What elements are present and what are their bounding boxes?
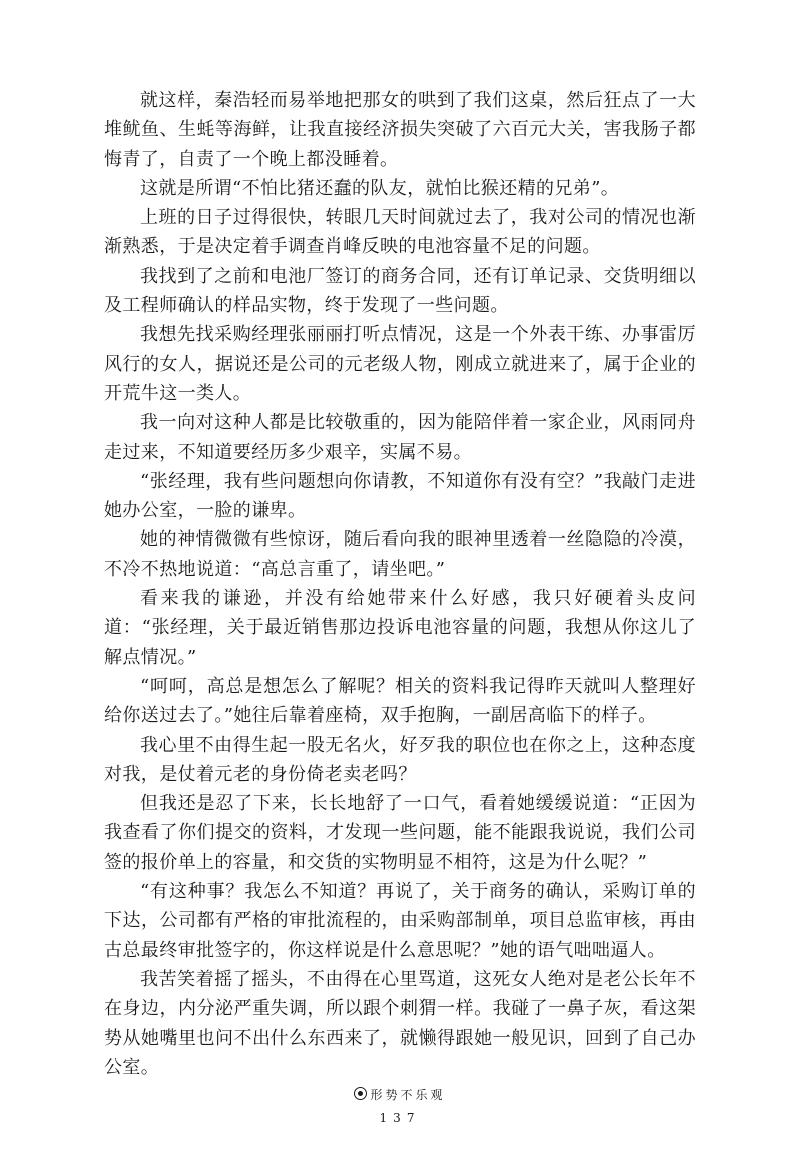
paragraph: 上班的日子过得很快，转眼几天时间就过去了，我对公司的情况也渐渐熟悉，于是决定着手调查肖峰反映的电池容量不足的问题。 [104,207,696,258]
paragraph: 我一向对这种人都是比较敬重的，因为能陪伴着一家企业，风雨同舟走过来，不知道要经历多少艰辛，实属不易。 [104,412,696,463]
paragraph: 我想先找采购经理张丽丽打听点情况，这是一个外表干练、办事雷厉风行的女人，据说还是公司的元老级人物，刚成立就进来了，属于企业的开荒牛这一类人。 [104,324,696,404]
paragraph: “有这种事？我怎么不知道？再说了，关于商务的确认，采购订单的下达，公司都有严格的审批流程的，由采购部制单，项目总监审核，再由古总最终审批签字的，你这样说是什么意思呢？”她的语气咄咄逼人。 [104,881,696,961]
running-footer [0,1087,800,1103]
paragraph: 这就是所谓“不怕比猪还蠢的队友，就怕比猴还精的兄弟”。 [140,177,620,199]
body-text [104,86,696,1082]
ornament-icon [354,1087,367,1100]
paragraph: 我找到了之前和电池厂签订的商务合同，还有订单记录、交货明细以及工程师确认的样品实物，终于发现了一些问题。 [104,265,696,317]
paragraph: 就这样，秦浩轻而易举地把那女的哄到了我们这桌，然后狂点了一大堆鱿鱼、生蚝等海鲜，让我直接经济损失突破了六百元大关，害我肠子都悔青了，自责了一个晚上都没睡着。 [104,90,696,170]
paragraph: 但我还是忍了下来，长长地舒了一口气，看着她缓缓说道：“正因为我查看了你们提交的资料，才发现一些问题，能不能跟我说说，我们公司签的报价单上的容量，和交货的实物明显不相符，这是为什么呢？” [104,793,696,873]
page-number: 137 [379,1111,421,1125]
paragraph: 她的神情微微有些惊讶，随后看向我的眼神里透着一丝隐隐的冷漠，不冷不热地说道：“高总言重了，请坐吧。” [104,529,696,580]
paragraph: “呵呵，高总是想怎么了解呢？相关的资料我记得昨天就叫人整理好给你送过去了。”她往后靠着座椅，双手抱胸，一副居高临下的样子。 [104,675,696,727]
paragraph: 看来我的谦逊，并没有给她带来什么好感，我只好硬着头皮问道：“张经理，关于最近销售那边投诉电池容量的问题，我想从你这儿了解点情况。” [104,588,696,668]
paragraph: “张经理，我有些问题想向你请教，不知道你有没有空？”我敲门走进她办公室，一脸的谦卑。 [104,470,696,522]
book-section-title: 形势不乐观 [370,1088,446,1102]
paragraph: 我苦笑着摇了摇头，不由得在心里骂道，这死女人绝对是老公长年不在身边，内分泌严重失调，所以跟个刺猬一样。我碰了一鼻子灰，看这架势从她嘴里也问不出什么东西来了，就懒得跟她一般见识，回到了自己办公室。 [104,968,696,1078]
paragraph: 我心里不由得生起一股无名火，好歹我的职位也在你之上，这种态度对我，是仗着元老的身份倚老卖老吗？ [104,734,696,785]
